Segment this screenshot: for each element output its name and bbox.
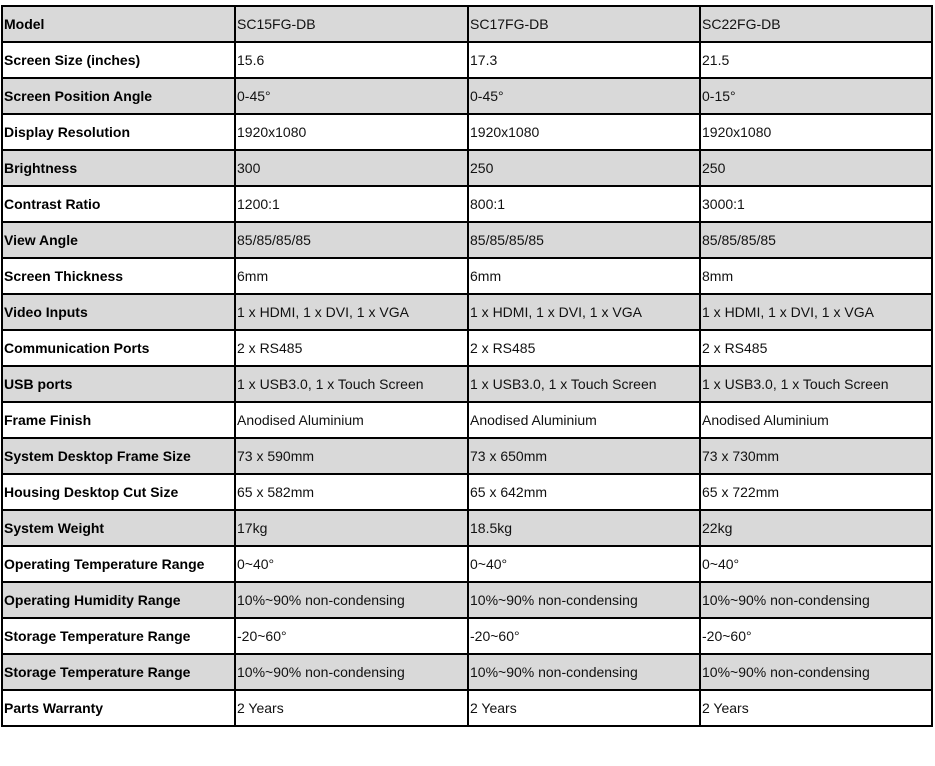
row-value: 2 Years <box>235 690 468 726</box>
table-row <box>2 474 932 510</box>
row-value: 10%~90% non-condensing <box>700 582 932 618</box>
row-label: Video Inputs <box>2 294 235 330</box>
row-label: Storage Temperature Range <box>2 654 235 690</box>
row-value: 1920x1080 <box>235 114 468 150</box>
row-value: 10%~90% non-condensing <box>700 654 932 690</box>
table-row <box>2 258 932 294</box>
table-row <box>2 330 932 366</box>
row-value: 0~40° <box>700 546 932 582</box>
row-label: Housing Desktop Cut Size <box>2 474 235 510</box>
row-label: Screen Thickness <box>2 258 235 294</box>
header-cell-sc17fg-db: SC17FG-DB <box>468 6 700 42</box>
row-value: Anodised Aluminium <box>468 402 700 438</box>
row-value: 17kg <box>235 510 468 546</box>
row-label: Display Resolution <box>2 114 235 150</box>
spec-table <box>1 5 933 727</box>
row-value: 1 x USB3.0, 1 x Touch Screen <box>468 366 700 402</box>
row-value: -20~60° <box>700 618 932 654</box>
row-value: 2 Years <box>700 690 932 726</box>
row-value: 1 x HDMI, 1 x DVI, 1 x VGA <box>468 294 700 330</box>
table-row <box>2 402 932 438</box>
row-value: 250 <box>468 150 700 186</box>
row-label: Communication Ports <box>2 330 235 366</box>
row-value: 2 x RS485 <box>235 330 468 366</box>
row-value: 10%~90% non-condensing <box>235 582 468 618</box>
row-value: 22kg <box>700 510 932 546</box>
table-row <box>2 186 932 222</box>
row-label: System Weight <box>2 510 235 546</box>
row-value: -20~60° <box>235 618 468 654</box>
row-value: 85/85/85/85 <box>700 222 932 258</box>
row-value: 6mm <box>235 258 468 294</box>
table-row <box>2 114 932 150</box>
table-row <box>2 150 932 186</box>
row-value: 10%~90% non-condensing <box>235 654 468 690</box>
table-row <box>2 42 932 78</box>
row-value: 85/85/85/85 <box>235 222 468 258</box>
row-value: 1 x HDMI, 1 x DVI, 1 x VGA <box>700 294 932 330</box>
row-value: 15.6 <box>235 42 468 78</box>
row-label: Contrast Ratio <box>2 186 235 222</box>
header-cell-sc15fg-db: SC15FG-DB <box>235 6 468 42</box>
row-value: 8mm <box>700 258 932 294</box>
row-value: 85/85/85/85 <box>468 222 700 258</box>
table-row <box>2 618 932 654</box>
row-label: Operating Temperature Range <box>2 546 235 582</box>
row-value: 800:1 <box>468 186 700 222</box>
row-label: System Desktop Frame Size <box>2 438 235 474</box>
row-value: 21.5 <box>700 42 932 78</box>
spec-table-body <box>2 6 932 726</box>
row-label: Brightness <box>2 150 235 186</box>
table-row <box>2 690 932 726</box>
row-value: 1200:1 <box>235 186 468 222</box>
table-header-row <box>2 6 932 42</box>
row-value: 0~40° <box>468 546 700 582</box>
row-value: 250 <box>700 150 932 186</box>
row-value: 2 x RS485 <box>700 330 932 366</box>
row-value: 0-45° <box>235 78 468 114</box>
row-label: USB ports <box>2 366 235 402</box>
row-value: 1 x USB3.0, 1 x Touch Screen <box>700 366 932 402</box>
table-row <box>2 222 932 258</box>
table-row <box>2 654 932 690</box>
row-value: 0~40° <box>235 546 468 582</box>
row-value: 6mm <box>468 258 700 294</box>
row-value: 2 x RS485 <box>468 330 700 366</box>
row-value: 65 x 582mm <box>235 474 468 510</box>
row-value: 300 <box>235 150 468 186</box>
table-row <box>2 294 932 330</box>
row-value: 18.5kg <box>468 510 700 546</box>
row-label: Screen Position Angle <box>2 78 235 114</box>
table-row <box>2 510 932 546</box>
table-row <box>2 546 932 582</box>
row-value: 65 x 642mm <box>468 474 700 510</box>
row-value: 73 x 590mm <box>235 438 468 474</box>
row-value: 1 x HDMI, 1 x DVI, 1 x VGA <box>235 294 468 330</box>
row-value: 73 x 650mm <box>468 438 700 474</box>
row-value: 1920x1080 <box>468 114 700 150</box>
row-value: 2 Years <box>468 690 700 726</box>
header-cell-model: Model <box>2 6 235 42</box>
table-row <box>2 438 932 474</box>
row-value: -20~60° <box>468 618 700 654</box>
row-value: 0-15° <box>700 78 932 114</box>
table-row <box>2 582 932 618</box>
row-label: View Angle <box>2 222 235 258</box>
row-label: Parts Warranty <box>2 690 235 726</box>
row-value: 73 x 730mm <box>700 438 932 474</box>
row-label: Storage Temperature Range <box>2 618 235 654</box>
header-cell-sc22fg-db: SC22FG-DB <box>700 6 932 42</box>
row-value: 65 x 722mm <box>700 474 932 510</box>
row-value: 10%~90% non-condensing <box>468 582 700 618</box>
row-label: Screen Size (inches) <box>2 42 235 78</box>
row-value: 3000:1 <box>700 186 932 222</box>
row-value: 1920x1080 <box>700 114 932 150</box>
row-label: Operating Humidity Range <box>2 582 235 618</box>
row-label: Frame Finish <box>2 402 235 438</box>
row-value: Anodised Aluminium <box>235 402 468 438</box>
row-value: 1 x USB3.0, 1 x Touch Screen <box>235 366 468 402</box>
table-row <box>2 366 932 402</box>
row-value: Anodised Aluminium <box>700 402 932 438</box>
row-value: 0-45° <box>468 78 700 114</box>
row-value: 17.3 <box>468 42 700 78</box>
row-value: 10%~90% non-condensing <box>468 654 700 690</box>
table-row <box>2 78 932 114</box>
